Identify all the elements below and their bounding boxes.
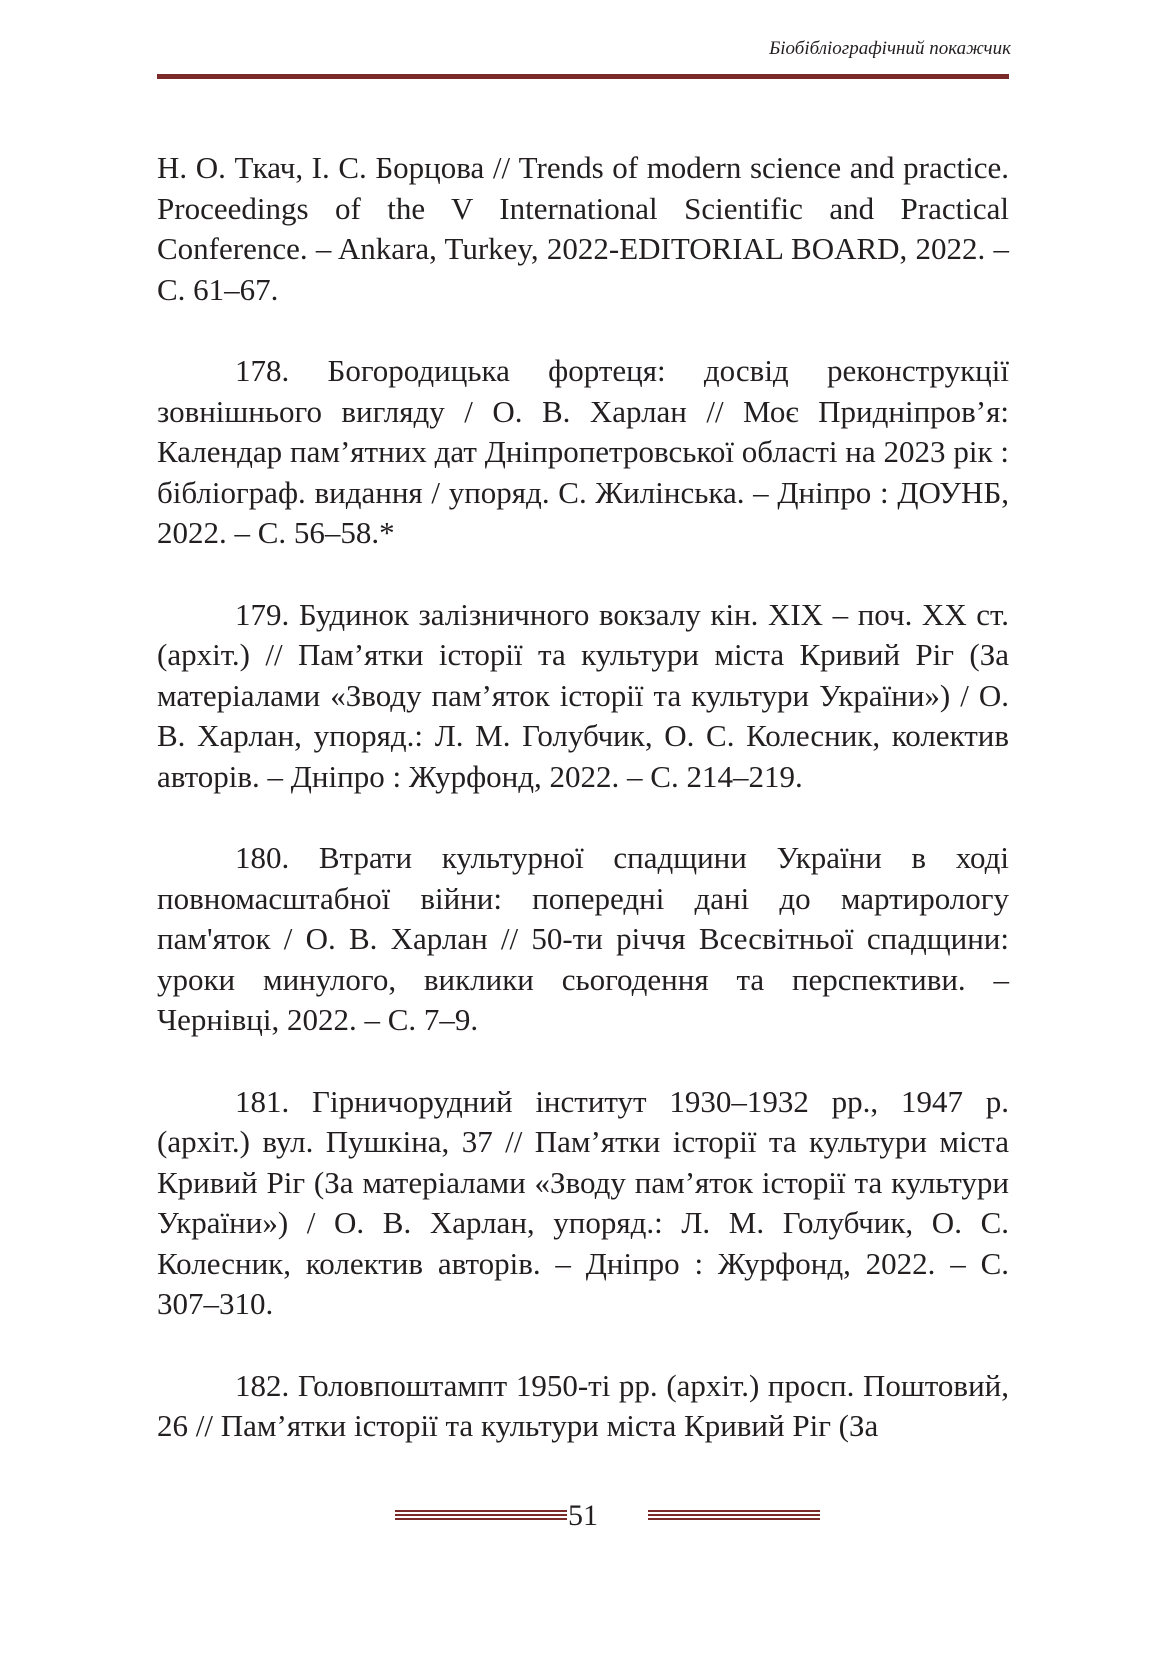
entry-number: 181. — [235, 1083, 290, 1119]
entry-181 — [157, 1082, 1009, 1325]
entry-number: 179. — [235, 596, 290, 632]
entry-178 — [157, 351, 1009, 554]
entry-number: 178. — [235, 353, 290, 388]
bibliography-list — [157, 148, 1009, 1488]
page-footer — [0, 1499, 1166, 1533]
header-rule — [157, 74, 1009, 79]
entry-180 — [157, 838, 1009, 1041]
entry-number: 180. — [235, 840, 290, 875]
footer-ornament-right — [648, 1510, 820, 1522]
entry-text: Н. О. Ткач, І. С. Борцова // Trends of modern science and practice. Proceedings of the V International Scientific and Practical Conference. – Ankara, Turkey, 2022-EDITORIAL BOARD, 2022. – С. 61–67. — [157, 150, 1009, 307]
entry-179 — [157, 595, 1009, 798]
entry-number: 182. — [235, 1367, 290, 1403]
entry-text: Гірничорудний інститут 1930–1932 рр., 1947 р. (архіт.) вул. Пушкіна, 37 // Пам’ятки історії та культури міста Кривий Ріг (За матеріалами «Зводу пам’яток історії та культури України») / О. В. Харлан, упоряд.: Л. М. Голубчик, О. С. Колесник, колектив авторів. – Дніпро : Журфонд, 2022. – С. 307–310. — [157, 1083, 1010, 1321]
page-number: 51 — [568, 1499, 598, 1532]
entry-continued — [157, 148, 1009, 310]
entry-text: Втрати культурної спадщини України в ході повномасштабної війни: попередні дані до мартирологу пам'яток / О. В. Харлан // 50-ти річчя Всесвітньої спадщини: уроки минулого, виклики сьогодення та перспективи. – Чернівці, 2022. – С. 7–9. — [157, 840, 1010, 1037]
entry-text: Головпоштампт 1950-ті рр. (архіт.) просп. Поштовий, 26 // Пам’ятки історії та культури міста Кривий Ріг (За — [157, 1367, 1009, 1443]
footer-ornament-left — [395, 1510, 567, 1522]
entry-text: Будинок залізничного вокзалу кін. XIX – поч. XX ст. (архіт.) // Пам’ятки історії та культури міста Кривий Ріг (За матеріалами «Зводу пам’яток історії та культури України») / О. В. Харлан, упоряд.: Л. М. Голубчик, О. С. Колесник, колектив авторів. – Дніпро : Журфонд, 2022. – С. 214–219. — [157, 596, 1010, 794]
running-head: Біобібліографічний покажчик — [769, 38, 1011, 59]
entry-text: Богородицька фортеця: досвід реконструкції зовнішнього вигляду / О. В. Харлан // Моє Придніпров’я: Календар пам’ятних дат Дніпропетровської області на 2023 рік : бібліограф. видання / упоряд. С. Жилінська. – Дніпро : ДОУНБ, 2022. – С. 56–58.* — [157, 353, 1009, 550]
entry-182 — [157, 1366, 1009, 1447]
